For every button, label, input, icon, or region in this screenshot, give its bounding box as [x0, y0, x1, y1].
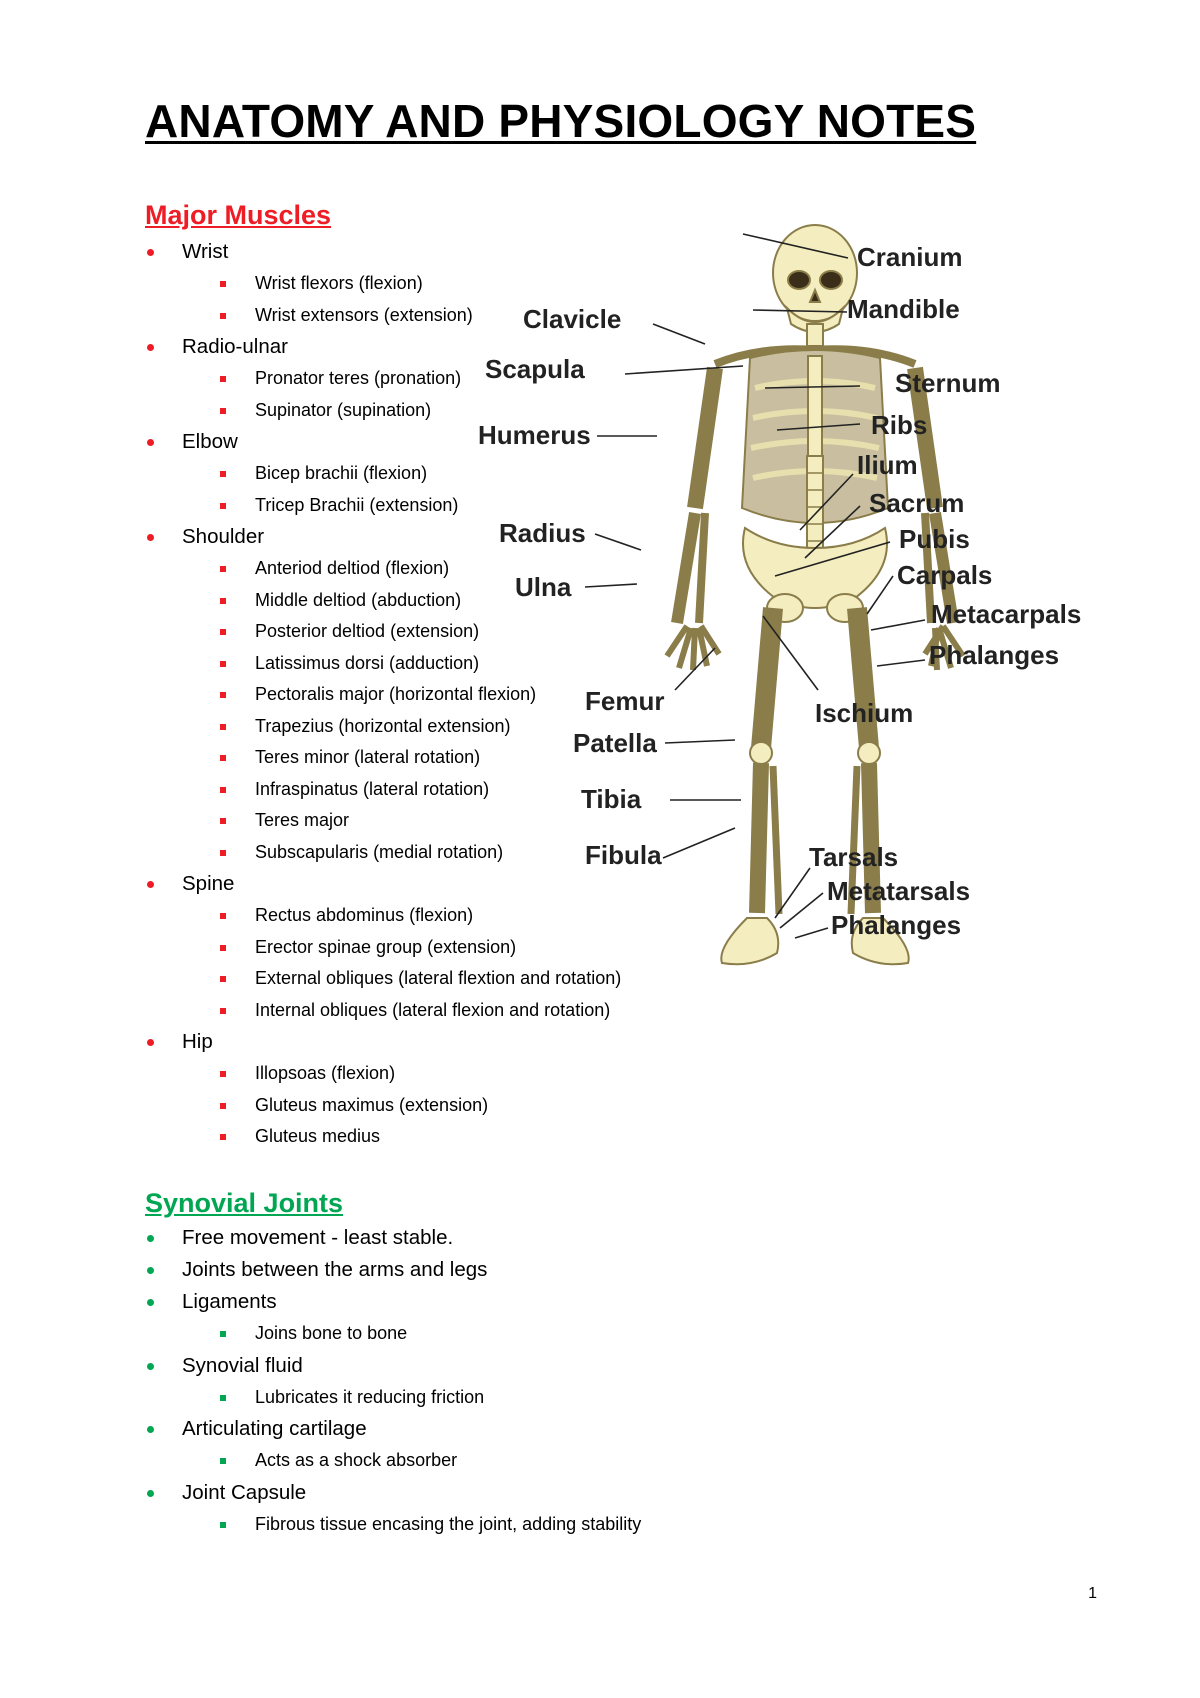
muscle-item-text: Erector spinae group (extension): [255, 936, 517, 957]
label-pubis: Pubis: [899, 524, 970, 554]
joint-sub-item: [145, 1382, 641, 1414]
page-title: ANATOMY AND PHYSIOLOGY NOTES: [145, 95, 977, 147]
square-bullet-icon: [220, 1522, 226, 1528]
square-bullet-icon: [220, 376, 226, 382]
label-phalanges-foot: Phalanges: [831, 910, 962, 940]
joint-point-text: Synovial fluid: [182, 1353, 303, 1377]
joint-point: [145, 1477, 641, 1509]
label-radius: Radius: [499, 518, 586, 548]
muscle-item-text: Bicep brachii (flexion): [255, 463, 428, 483]
bullet-icon: [147, 439, 154, 446]
muscle-item-text: Gluteus medius: [255, 1126, 381, 1146]
label-phalanges-hand: Phalanges: [929, 640, 1060, 670]
muscle-item-text: Trapezius (horizontal extension): [255, 715, 511, 736]
bullet-icon: [147, 534, 154, 541]
joint-point: [145, 1413, 641, 1445]
joint-sub-item: [145, 1509, 641, 1541]
muscle-item-text: Pronator teres (pronation): [255, 368, 462, 388]
muscle-item-text: Latissimus dorsi (adduction): [255, 652, 480, 673]
label-sternum: Sternum: [895, 368, 1001, 398]
square-bullet-icon: [220, 629, 226, 635]
bullet-icon: [147, 1363, 154, 1370]
joint-sub-item-text: Fibrous tissue encasing the joint, adding stability: [255, 1513, 642, 1534]
muscle-item-text: Illopsoas (flexion): [255, 1063, 396, 1083]
label-tibia: Tibia: [581, 784, 642, 814]
muscle-item-text: Wrist flexors (flexion): [255, 273, 423, 293]
label-mandible: Mandible: [847, 294, 960, 324]
joint-point-text: Joints between the arms and legs: [182, 1258, 488, 1281]
square-bullet-icon: [220, 976, 226, 982]
joint-sub-item-text: Acts as a shock absorber: [255, 1450, 458, 1470]
muscle-group-name: Elbow: [182, 430, 238, 453]
muscle-item-text: Wrist extensors (extension): [255, 304, 473, 325]
muscle-item: [145, 1058, 621, 1090]
joint-point: [145, 1222, 641, 1254]
label-ulna: Ulna: [515, 572, 572, 602]
square-bullet-icon: [220, 503, 226, 509]
muscle-item-text: Tricep Brachii (extension): [255, 494, 459, 515]
square-bullet-icon: [220, 598, 226, 604]
muscle-item-text: Anteriod deltiod (flexion): [255, 558, 450, 578]
square-bullet-icon: [220, 1458, 226, 1464]
bullet-icon: [147, 344, 154, 351]
muscle-item: [145, 1090, 621, 1122]
muscle-item-text: Middle deltiod (abduction): [255, 589, 462, 610]
muscle-item-text: Posterior deltiod (extension): [255, 621, 480, 641]
muscle-item-text: Teres major: [255, 810, 350, 830]
joint-point-text: Articulating cartilage: [182, 1417, 367, 1440]
joint-sub-item-text: Lubricates it reducing friction: [255, 1386, 485, 1407]
synovial-joints-heading: Synovial Joints: [145, 1188, 344, 1218]
bullet-icon: [147, 1299, 154, 1306]
label-metacarpals: Metacarpals: [931, 599, 1082, 629]
skeleton-diagram: [478, 228, 1195, 1048]
bullet-icon: [147, 1490, 154, 1497]
square-bullet-icon: [220, 281, 226, 287]
label-tarsals: Tarsals: [809, 842, 899, 872]
muscle-item-text: External obliques (lateral flextion and rotation): [255, 968, 622, 988]
muscle-group-name: Hip: [182, 1030, 213, 1053]
synovial-joints-list: [145, 1222, 641, 1540]
square-bullet-icon: [220, 692, 226, 698]
label-ischium: Ischium: [815, 698, 914, 728]
major-muscles-heading: Major Muscles: [145, 200, 332, 230]
square-bullet-icon: [220, 1395, 226, 1401]
muscle-item-text: Internal obliques (lateral flexion and rotation): [255, 999, 611, 1020]
bullet-icon: [147, 249, 154, 256]
label-femur: Femur: [585, 686, 665, 716]
square-bullet-icon: [220, 1071, 226, 1077]
square-bullet-icon: [220, 1331, 226, 1337]
joint-point-text: Free movement - least stable.: [182, 1226, 454, 1249]
square-bullet-icon: [220, 566, 226, 572]
square-bullet-icon: [220, 313, 226, 319]
square-bullet-icon: [220, 1134, 226, 1140]
label-fibula: Fibula: [585, 840, 662, 870]
bullet-icon: [147, 1235, 154, 1242]
muscle-item: [145, 1121, 621, 1153]
square-bullet-icon: [220, 471, 226, 477]
label-sacrum: Sacrum: [869, 488, 965, 518]
muscle-item-text: Infraspinatus (lateral rotation): [255, 778, 490, 799]
joint-point-text: Joint Capsule: [182, 1480, 307, 1504]
joint-point: [145, 1254, 641, 1286]
label-clavicle: Clavicle: [523, 304, 622, 334]
muscle-group-name: Spine: [182, 872, 235, 895]
joint-point: [145, 1286, 641, 1318]
joint-sub-item-text: Joins bone to bone: [255, 1323, 408, 1343]
square-bullet-icon: [220, 1103, 226, 1109]
label-scapula: Scapula: [485, 354, 585, 384]
joint-sub-item: [145, 1445, 641, 1477]
joint-point-text: Ligaments: [182, 1290, 277, 1313]
muscle-group-name: Wrist: [182, 240, 229, 263]
square-bullet-icon: [220, 787, 226, 793]
label-metatarsals: Metatarsals: [827, 876, 971, 906]
square-bullet-icon: [220, 913, 226, 919]
label-cranium: Cranium: [857, 242, 963, 272]
muscle-item-text: Supinator (supination): [255, 399, 432, 420]
muscle-group-name: Radio-ulnar: [182, 335, 288, 358]
muscle-item-text: Subscapularis (medial rotation): [255, 841, 504, 862]
joint-point: [145, 1350, 641, 1382]
square-bullet-icon: [220, 408, 226, 414]
label-ilium: Ilium: [857, 450, 918, 480]
label-patella: Patella: [573, 728, 657, 758]
label-ribs: Ribs: [871, 410, 928, 440]
square-bullet-icon: [220, 724, 226, 730]
bullet-icon: [147, 1039, 154, 1046]
square-bullet-icon: [220, 818, 226, 824]
bullet-icon: [147, 1267, 154, 1274]
label-humerus: Humerus: [478, 420, 591, 450]
muscle-item-text: Pectoralis major (horizontal flexion): [255, 684, 537, 704]
square-bullet-icon: [220, 945, 226, 951]
muscle-group-name: Shoulder: [182, 525, 265, 548]
muscle-item-text: Gluteus maximus (extension): [255, 1094, 489, 1115]
square-bullet-icon: [220, 755, 226, 761]
joint-sub-item: [145, 1318, 641, 1350]
bullet-icon: [147, 1426, 154, 1433]
label-carpals: Carpals: [897, 560, 993, 590]
muscle-item-text: Teres minor (lateral rotation): [255, 747, 481, 767]
square-bullet-icon: [220, 850, 226, 856]
square-bullet-icon: [220, 1008, 226, 1014]
square-bullet-icon: [220, 661, 226, 667]
page-number: 1: [1088, 1585, 1097, 1602]
muscle-item-text: Rectus abdominus (flexion): [255, 905, 474, 925]
bullet-icon: [147, 881, 154, 888]
